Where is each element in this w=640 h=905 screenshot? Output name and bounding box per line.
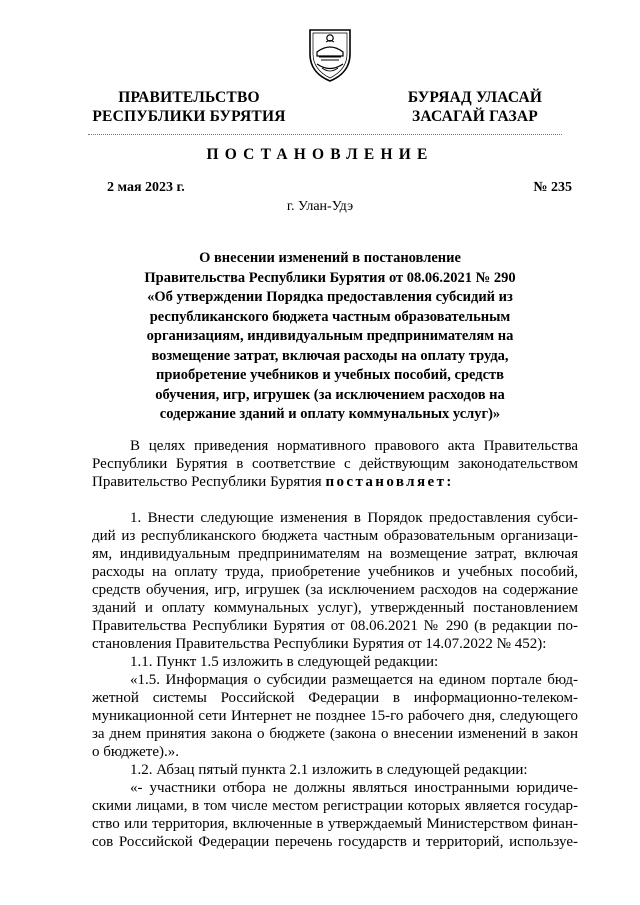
preamble-line: Республики Бурятия в соответствие с действующим законодательством (92, 456, 578, 472)
title-line: приобретение учебников и учебных пособий, средств (155, 367, 505, 383)
title-line: «Об утверждении Порядка предоставления субсидий из (147, 289, 513, 305)
body-line: расходы на оплату труда, приобретение учебников и учебных пособий, (92, 564, 578, 580)
government-name-line1: ПРАВИТЕЛЬСТВО (118, 89, 260, 106)
title-line: Правительства Республики Бурятия от 08.06.2021 № 290 (144, 269, 516, 286)
body-line: ям, индивидуальным предпринимателям на возмещение затрат, включая (92, 546, 578, 562)
preamble-line: В целях приведения нормативного правового акта Правительства (130, 438, 578, 454)
body-line: муникационной сети Интернет не позднее 15-го рабочего дня, следующего (92, 708, 578, 724)
government-name-buryat (390, 88, 560, 126)
body-line: 1.1. Пункт 1.5 изложить в следующей редакции: (130, 654, 439, 670)
header-divider (88, 134, 562, 135)
preamble-line-text: Правительство Республики Бурятия (92, 474, 326, 490)
body-line: зданий и оплату коммунальных услуг), утвержденный постановлением (92, 600, 578, 616)
preamble (92, 437, 578, 491)
body-line: о бюджете).». (92, 744, 179, 760)
body-line: становления Правительства Республики Бурятия от 14.07.2022 № 452): (92, 636, 547, 652)
body-line: жетной системы Российской Федерации в информационно-телеком- (92, 690, 578, 706)
body-line: средств обучения, игр, игрушек (за исключением расходов на содержание (92, 582, 578, 598)
enactment-word: постановляет: (325, 474, 454, 490)
document-type: ПОСТАНОВЛЕНИЕ (206, 146, 434, 163)
title-line: возмещение затрат, включая расходы на оплату труда, (151, 347, 509, 364)
title-line: обучения, игр, игрушек (за исключением расходов на (155, 386, 505, 403)
body-line: дий из республиканского бюджета частным образовательным организаци- (92, 528, 578, 544)
title-line: О внесении изменений в постановление (199, 250, 461, 266)
coat-of-arms-icon (300, 24, 360, 84)
body-line: 1. Внести следующие изменения в Порядок предоставления субси- (130, 510, 578, 526)
body-line: скими лицами, в том числе местом регистрации которых является государ- (92, 798, 578, 814)
document-date: 2 мая 2023 г. (107, 180, 185, 195)
document-city: г. Улан-Удэ (286, 199, 354, 214)
body-line: за днем принятия закона о бюджете (закона о внесении изменений в закон (92, 726, 578, 742)
document-title (118, 249, 542, 425)
body-line: 1.2. Абзац пятый пункта 2.1 изложить в следующей редакции: (130, 762, 528, 778)
title-line: республиканского бюджета частным образовательным (149, 308, 511, 325)
body-line: Правительства Республики Бурятия от 08.06.2021 № 290 (в редакции по- (92, 618, 578, 634)
body-line: ство или территория, включенные в утверждаемый Министерством финан- (92, 816, 578, 832)
body-line: сов Российской Федерации перечень государств и территорий, используе- (92, 834, 578, 850)
document-number: № 235 (533, 180, 572, 195)
title-line: организациям, индивидуальным предпринимателям на (146, 328, 514, 344)
document-body (92, 509, 578, 851)
government-name-line2: РЕСПУБЛИКИ БУРЯТИЯ (92, 108, 286, 125)
government-name-russian (84, 88, 294, 126)
body-line: «1.5. Информация о субсидии размещается на едином портале бюд- (130, 672, 578, 688)
government-name-buryat-line1: БУРЯАД УЛАСАЙ (407, 89, 543, 106)
government-name-buryat-line2: ЗАСАГАЙ ГАЗАР (412, 108, 538, 125)
preamble-line (92, 473, 578, 491)
body-line: «- участники отбора не должны являться иностранными юридиче- (130, 780, 578, 796)
title-line: содержание зданий и оплату коммунальных услуг)» (159, 406, 501, 422)
